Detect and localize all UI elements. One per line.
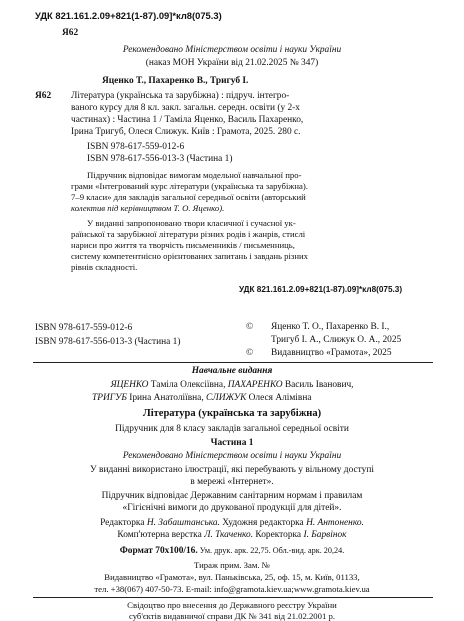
author-name: Олеся Алімівна [246,393,312,403]
author-name: Тамiла Олексіївна, [148,380,228,390]
format-line [0,547,464,556]
divider [33,362,433,363]
book-subtitle: Підручник для 8 класу закладів загальної середньої освіти [115,424,349,434]
proof-name: І. Барвінок [303,530,347,540]
recommendation-line: Рекомендовано Міністерством освіти і науки України [122,45,342,55]
editor-name: Н. Забаштанська. [146,518,220,528]
udk-code: УДК 821.161.2.09+821(1-87).09]*кл8(075.3) [35,10,222,21]
catalog-code: Я62 [35,91,52,101]
divider [33,597,433,598]
layout-label: Комп'ютерна верстка [117,530,205,540]
abstract-line: раїнської та зарубіжної літератури різних родів і жанрів, стислі [71,229,306,239]
author-name: Ірина Анатоліївна, [126,393,207,403]
book-title: Література (українська та зарубіжна) [142,408,322,419]
abstract-line: рівнів складності. [71,262,138,272]
abstract-line [71,193,306,202]
editors-line [0,519,464,528]
imprint-authors-line [0,381,464,390]
author-surname: ЯЦЕНКО [110,380,149,390]
catalog-line: Ірина Тригуб, Олеся Слижук. Київ : Грамота, 2025. 280 с. [71,127,301,137]
illustrations-note: У виданні використано ілюстрації, які перебувають у вільному доступі [90,465,374,475]
publisher-line: Видавництво «Грамота», вул. Паньківська, 25, оф. 15, м. Київ, 01133, [104,572,360,582]
copyright-line: Тригуб І. А., Слижук О. А., 2025 [271,335,402,345]
publisher-line: тел. +38(067) 407-50-73. E-mail: info@gramota.kiev.ua;www.gramota.kiev.ua [94,584,370,594]
art-editor-name: Н. Антоненко. [306,518,364,528]
art-editor-label: Художня редакторка [219,518,307,528]
imprint-recommendation: Рекомендовано Міністерством освіти і науки України [122,451,342,461]
author-mark: Я62 [62,28,79,38]
abstract-line: Підручник відповідає вимогам модельної навчальної про- [87,170,302,180]
book-part: Частина 1 [210,438,254,448]
proof-label: Коректорка [253,530,304,540]
catalog-line: частинах) : Частина 1 / Тамiла Яценко, Василь Пахаренко, [71,115,304,125]
copyright-symbol: © [246,322,254,332]
isbn-part-set: ISBN 978-617-559-012-6 [35,323,133,333]
author-surname: СЛИЖУК [206,393,247,403]
abstract-line: У виданні запропоновано твори класичної і сучасної ук- [87,218,296,228]
authors-heading: Яценко Т., Пахаренко В., Тригуб І. [102,76,249,86]
print-run: Тираж прим. Зам. № [194,560,270,570]
abstract-text: 7–9 класи» для закладів загальної середньої освіти (авторський [71,192,306,202]
layout-name: Л. Ткаченко. [204,530,254,540]
catalog-line: Література (українська та зарубіжна) : підруч. інтегро- [71,91,290,101]
registry-line: суб'єктів видавничої справи ДК № 341 від 21.02.2001 р. [128,611,336,621]
abstract-udk: УДК 821.161.2.09+821(1-87).09]*кл8(075.3) [239,285,403,294]
catalog-isbn: ISBN 978-617-559-012-6 [87,142,185,152]
copyright-line: Яценко Т. О., Пахаренко В. І., [271,322,390,332]
author-surname: ТРИГУБ [92,393,127,403]
sanitary-note: Підручник відповідає Державним санітарним нормам і правилам [101,491,363,501]
abstract-line: нариси про життя та творчість письменників / письменниць, [71,240,295,250]
sanitary-note: «Гігієнічні вимоги до друкованої продукції для дітей». [122,503,342,513]
imprint-authors-line [92,394,312,403]
catalog-line: ваного курсу для 8 кл. закл. загальн. середн. освіти (у 2-х [71,103,300,113]
registry-line: Свідоцтво про внесення до Державного реєстру України [127,600,337,610]
catalog-isbn: ISBN 978-617-556-013-3 (Частина 1) [87,154,233,164]
abstract-line: колектив під керівництвом Т. О. Яценко). [71,203,225,213]
format-bold: Формат 70x100/16. [119,546,198,556]
imprint-heading: Навчальне видання [191,366,273,376]
abstract-line: грами «Інтегрований курс літератури (українська та зарубіжна). [71,181,308,191]
illustrations-note: в мережі «Інтернет». [190,477,274,487]
author-name: Василь Іванович, [282,380,354,390]
abstract-line: систему компетентнісно орієнтованих запитань і завдань різних [71,251,308,261]
layout-line [0,531,464,540]
editor-label: Редакторка [100,518,147,528]
recommendation-order: (наказ МОН України від 21.02.2025 № 347) [145,58,319,68]
copyright-symbol: © [246,348,254,358]
isbn-part-1: ISBN 978-617-556-013-3 (Частина 1) [35,337,181,347]
format-details: Ум. друк. арк. 22,75. Обл.-вид. арк. 20,24. [197,546,345,555]
author-surname: ПАХАРЕНКО [227,380,283,390]
copyright-line: Видавництво «Грамота», 2025 [271,348,392,358]
